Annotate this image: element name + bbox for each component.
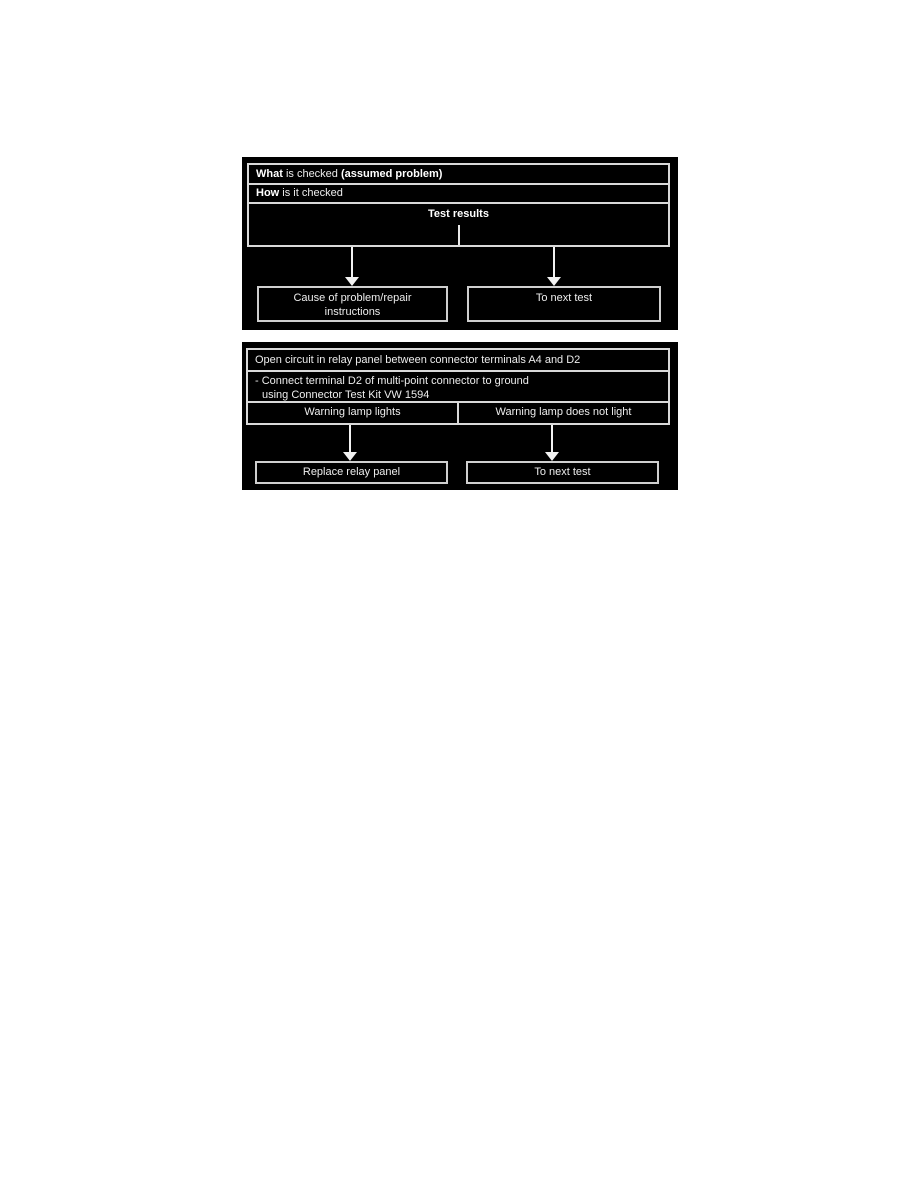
result-negative-label: Warning lamp does not light (495, 406, 632, 418)
what-label: What (256, 168, 283, 180)
procedure-line-2: using Connector Test Kit VW 1594 (262, 389, 430, 401)
how-checked-row (249, 185, 668, 204)
replace-relay-panel-box (255, 461, 448, 484)
down-arrow-icon (547, 247, 561, 286)
arrow-head (545, 452, 559, 461)
what-rest-text: is checked (282, 168, 341, 180)
arrow-stem (551, 425, 553, 452)
procedure-line-1: - Connect terminal D2 of multi-point connector to ground (255, 375, 529, 387)
arrow-stem (349, 425, 351, 452)
legend-flowchart-panel (242, 157, 678, 330)
test-results-row (249, 204, 668, 245)
cause-line-2: instructions (324, 306, 381, 318)
to-next-test-label: To next test (534, 466, 591, 478)
to-next-test-label: To next test (535, 292, 593, 304)
test-results-label: Test results (428, 208, 489, 220)
arrow-stem (553, 247, 555, 277)
to-next-test-box (467, 286, 661, 322)
arrow-head (343, 452, 357, 461)
how-label: How (256, 187, 280, 199)
procedure-row (248, 372, 668, 403)
legend-table (247, 163, 670, 247)
replace-relay-panel-label: Replace relay panel (302, 466, 401, 478)
problem-row (248, 350, 668, 372)
result-positive-label: Warning lamp lights (304, 406, 401, 418)
cause-of-problem-box (257, 286, 448, 322)
assumed-problem-label: (assumed problem) (340, 168, 443, 180)
cause-line-1: Cause of problem/repair (293, 292, 412, 304)
results-row (248, 403, 668, 423)
down-arrow-icon (343, 425, 357, 461)
result-positive-cell (248, 403, 459, 423)
problem-text: Open circuit in relay panel between connector terminals A4 and D2 (255, 354, 581, 366)
result-negative-cell (459, 403, 668, 423)
down-arrow-icon (545, 425, 559, 461)
relay-test-flowchart-panel (242, 342, 678, 490)
arrow-head (547, 277, 561, 286)
arrow-stem (351, 247, 353, 277)
to-next-test-box (466, 461, 659, 484)
what-checked-row (249, 165, 668, 185)
how-rest-text: is it checked (279, 187, 343, 199)
connector-line (458, 225, 460, 245)
arrow-head (345, 277, 359, 286)
down-arrow-icon (345, 247, 359, 286)
test-table (246, 348, 670, 425)
